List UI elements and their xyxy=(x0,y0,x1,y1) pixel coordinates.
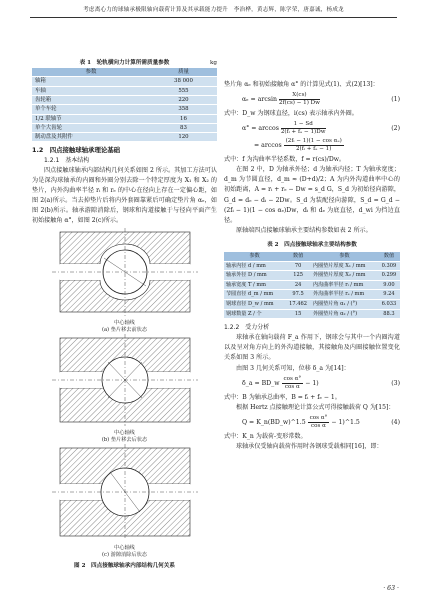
figure-2-axis-b: 中心轴线 xyxy=(114,430,135,437)
table1-cell-param: 齿轮箱 xyxy=(35,96,52,103)
paragraph-angle-intro: 垫片角 αₑ 和初始接触角 α° 的计算见式(1)、式(2)[13]： xyxy=(224,81,379,88)
eq1-number: (1) xyxy=(391,96,400,104)
table2-cell: 9.24 xyxy=(378,290,400,300)
eq4-tail: − 1)^1.5 xyxy=(331,418,360,426)
equation-2 xyxy=(224,121,400,136)
table2-row xyxy=(224,261,400,271)
table1-cell-param: 单个车轮 xyxy=(35,106,57,113)
eq4-denominator: cos α xyxy=(311,422,326,429)
eq2b-numerator: (2fᵢ − 1)(1 − cos αₑ) xyxy=(285,138,342,145)
table2-cell: 88.3 xyxy=(378,309,400,319)
table1-header-row xyxy=(32,68,217,77)
right-column xyxy=(224,80,400,452)
table2-cell: 轴承内径 d / mm xyxy=(224,261,285,271)
table2-cell: 轴承外径 D / mm xyxy=(224,271,285,281)
table1-cell-param: 车轴 xyxy=(35,87,46,94)
table2-cell: 内圈垫片厚度 X₁ / mm xyxy=(311,261,378,271)
eq-f-note: 式中：f 为沟曲率半径系数，f = r(cs)/Dw。 xyxy=(224,156,346,164)
eq2-number: (2) xyxy=(391,125,400,133)
table2-row xyxy=(224,300,400,310)
table1-cell-param: 制动盘及其附件 xyxy=(35,134,73,141)
figure-2 xyxy=(42,228,207,570)
table2-head-3: 参数 xyxy=(311,252,378,261)
eq3-numerator: cos α° xyxy=(283,375,302,382)
eq4-lhs: Q = K_n(BD_w)^1.5 xyxy=(242,418,306,426)
eq1-denominator: 2f(cs) − 1) Dw xyxy=(278,100,320,107)
figure-2-caption-b: (b) 垫片移去后状态 xyxy=(101,437,148,444)
table1-row xyxy=(32,114,217,123)
running-header: 考虑离心力的球轴承极限轴向载荷计算及其承载能力提升 李治桦，黄志辉，陈学荣，唐嘉诚，杨成龙 xyxy=(83,7,344,13)
eq4-note: 式中：K_n 为载荷-变形常数。 xyxy=(224,432,307,440)
eq2b-fraction xyxy=(284,138,344,153)
table2-row xyxy=(224,309,400,319)
table2-cell: 钢球直径 D_w / mm xyxy=(224,300,285,310)
table2-cell: 节圆直径 d_m / mm xyxy=(224,290,285,300)
eq3-tail: − 1) xyxy=(305,379,319,387)
table1-row xyxy=(32,95,217,104)
paragraph-equal-load: 球轴承仅受轴向载荷作用时各钢球受载相同[16]，即： xyxy=(236,442,383,450)
table1-cell-mass: 220 xyxy=(178,96,189,103)
eq4-fraction xyxy=(308,415,330,430)
figure-2-caption-c: (c) 游隙消除后状态 xyxy=(102,551,147,558)
table1-title: 表 1 轮轨横向力计算所需质量参数 xyxy=(79,60,170,66)
table2-cell: 97.5 xyxy=(285,290,311,300)
table1-row xyxy=(32,86,217,95)
eq1-lhs: αₑ = arcsin xyxy=(242,96,277,104)
table2-cell: 125 xyxy=(285,271,311,281)
table2-cell: 内沟曲率半径 rᵢ / mm xyxy=(311,280,378,290)
table1-cell-mass: 358 xyxy=(178,106,189,113)
table1-cell-mass: 16 xyxy=(180,115,187,122)
equation-2b xyxy=(224,138,400,153)
eq3-lhs: δ_a = BD_w xyxy=(242,379,280,387)
equation-4 xyxy=(224,415,400,430)
section-1-2-title: 1.2 四点接触球轴承理论基础 xyxy=(32,146,121,155)
figure-2-panel-a xyxy=(42,228,207,316)
figure-2-panel-c xyxy=(42,444,207,540)
equation-1 xyxy=(224,92,400,107)
eq2b-lhs: = arccos xyxy=(254,142,282,150)
table2-cell: 17.462 xyxy=(285,300,311,310)
paragraph-table2-ref: 原轴端四点接触球轴承主要结构参数如表 2 所示。 xyxy=(236,226,372,234)
table1-head-param: 参数 xyxy=(32,68,150,77)
table2-cell: 70 xyxy=(285,261,311,271)
paragraph-dimensions: 在图 2 中，D 为轴承外径；d 为轴承内径；T 为轴承宽度；d_m 为节圆直径，d_m ≈ (D+d)/2；A 为内外沟道曲率中心的初始距离，A = rᵢ + rₑ − Dw = s_d G，S_d 为初始径向游隙，G_d = dₑ − dᵢ − 2Dw。S_d 为装配径向游隙，S_d = G_d − (2fᵢ − 1)(1 − cos αₑ)Dw，dᵢ 和 dₑ 为底直径，d_wi 为挡边直径。 xyxy=(224,166,400,224)
figure-2-panel-b xyxy=(42,334,207,426)
table2-row xyxy=(224,290,400,300)
table1-caption xyxy=(32,58,217,68)
table1-unit: kg xyxy=(210,60,217,66)
section-1-2-2-title: 1.2.2 受力分析 xyxy=(224,324,270,332)
table1-cell-mass: 83 xyxy=(180,124,187,131)
table1-cell-mass: 38 000 xyxy=(174,78,193,85)
table2-cell: 9.00 xyxy=(378,280,400,290)
table2-header-row xyxy=(224,252,400,261)
eq1-note: 式中：D_w 为钢球直径，i(cs) 表示轴承内外圈。 xyxy=(224,110,358,118)
table2-caption: 表 2 四点接触球轴承主要结构参数 xyxy=(267,241,357,248)
eq3-number: (3) xyxy=(391,379,400,387)
table1-cell-param: 1/2 联轴节 xyxy=(35,115,62,122)
table1-row xyxy=(32,77,217,86)
table2-cell: 外圈垫片厚度 X₂ / mm xyxy=(311,271,378,281)
eq2-numerator: 1 − Sd xyxy=(281,121,326,129)
table2-head-2: 数值 xyxy=(285,252,311,261)
table2-cell: 内圈垫片角 α₁ / (°) xyxy=(311,300,378,310)
table2-cell: 24 xyxy=(285,280,311,290)
eq4-number: (4) xyxy=(391,418,400,426)
table1-cell-param: 单个大齿轮 xyxy=(35,124,62,131)
eq1-fraction xyxy=(279,92,320,107)
equation-3 xyxy=(224,376,400,391)
eq1-numerator: X(cs) xyxy=(279,92,320,100)
eq3-note: 式中：B 为轴承总曲率，B = fᵢ + fₑ − 1。 xyxy=(224,393,341,401)
figure-2-axis-c: 中心轴线 xyxy=(114,544,135,551)
table2-cell: 外圈垫片角 α₂ / (°) xyxy=(311,309,378,319)
paragraph-structure: 四点接触球轴承内部结构几何关系如图 2 所示。其加工方法可认为是深沟球轴承的内圈和外圈分别去除一个特定厚度为 X₁ 和 X₂ 的垫片，内外沟曲率半径 rᵢ 和 rₑ 的中心在径向上存在一定偏心距，如图 2(a)所示。当去掉垫片后将内外套圈靠紧后可确定垫片角 αₑ，如图 2(b)所示。轴承游隙消除后，钢球和沟道接触于与径向平面产生初始接触角 α°，如图 2(c)所示。 xyxy=(32,166,217,225)
figure-2-caption: 图 2 四点接触球轴承内部结构几何关系 xyxy=(74,562,175,569)
table2-head-1: 参数 xyxy=(224,252,285,261)
table1 xyxy=(32,68,217,142)
paragraph-displacement: 由图 3 几何关系可知，位移 δ_a 为[14]： xyxy=(236,364,350,372)
table1-cell-mass: 555 xyxy=(178,87,189,94)
table2-cell: 15 xyxy=(285,309,311,319)
table1-row xyxy=(32,133,217,142)
table1-cell-mass: 120 xyxy=(178,134,189,141)
table1-row xyxy=(32,105,217,114)
header-rule xyxy=(30,17,397,18)
table2-cell: 轴承宽度 T / mm xyxy=(224,280,285,290)
figure-2-axis-a: 中心轴线 xyxy=(114,320,135,327)
table2-cell: 0.309 xyxy=(378,261,400,271)
eq2-denominator: 2(fᵢ + fₑ − 1)Dw xyxy=(280,129,326,136)
eq2-lhs: α° = arccos xyxy=(242,125,279,133)
table2-row xyxy=(224,280,400,290)
eq3-fraction xyxy=(282,376,304,391)
table2 xyxy=(224,252,400,319)
eq3-denominator: cos α xyxy=(284,383,300,390)
table2-cell: 6.033 xyxy=(378,300,400,310)
section-1-2-1-title: 1.2.1 基本结构 xyxy=(44,156,90,164)
left-column xyxy=(32,58,217,571)
paragraph-force: 球轴承在轴向载荷 F_a 作用下，钢球会与其中一个内圈沟道以及呈对角方向上的外沟道接触，其接触角及内圈接触位置变化关系如图 3 所示。 xyxy=(224,334,400,362)
table1-row xyxy=(32,123,217,132)
table2-cell: 外沟曲率半径 rₑ / mm xyxy=(311,290,378,300)
table2-head-4: 数值 xyxy=(378,252,400,261)
table2-row xyxy=(224,271,400,281)
figure-2-caption-a: (a) 垫片移去前状态 xyxy=(101,327,148,334)
eq4-numerator: cos α° xyxy=(309,414,328,421)
table1-cell-param: 轴箱 xyxy=(35,78,46,85)
table2-cell: 0.299 xyxy=(378,271,400,281)
paragraph-hertz: 根据 Hertz 点接触理论计算公式可得接触载荷 Q 为[15]： xyxy=(236,403,395,411)
table1-head-mass: 质量 xyxy=(150,68,217,77)
table2-cell: 钢球数量 Z / 个 xyxy=(224,309,285,319)
eq2b-denominator: 2(fᵢ + fₑ − 1) xyxy=(296,146,332,153)
page-number: · 63 · xyxy=(383,585,399,592)
eq2-fraction xyxy=(281,121,326,136)
